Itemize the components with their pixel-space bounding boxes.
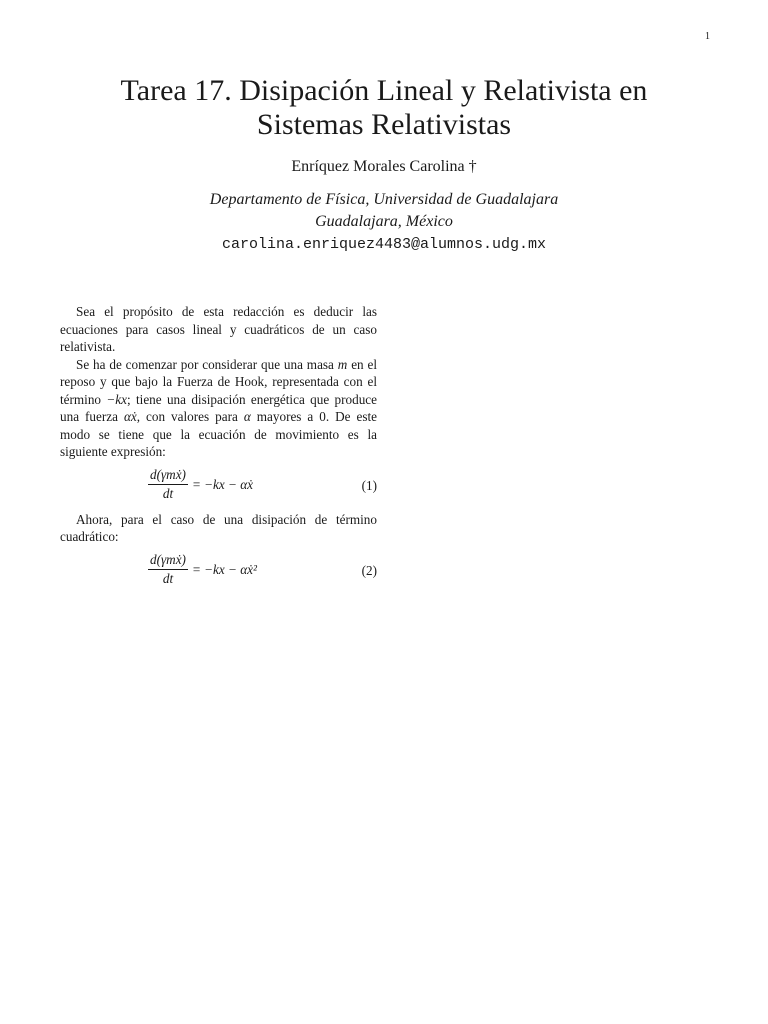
equation-2-fraction	[148, 552, 188, 587]
equation-1-number: (1)	[361, 477, 377, 493]
equation-1	[60, 465, 377, 507]
equation-2-number: (2)	[361, 562, 377, 578]
math-mass-m: m	[337, 356, 348, 372]
affiliation-department: Departamento de Física, Universidad de Guadalajara	[209, 191, 559, 208]
paragraph-intro: Sea el propósito de esta redacción es deducir las ecuaciones para casos lineal y cuadráticos de un caso relativista.	[60, 304, 377, 354]
author-name: Enríquez Morales Carolina †	[291, 158, 477, 175]
equation-1-denominator: dt	[162, 486, 174, 501]
equation-2-numerator: d(γmẋ)	[148, 552, 188, 570]
paragraph-setup	[60, 356, 377, 461]
math-hook-term: −kx	[106, 391, 127, 407]
math-dissipation-force: αẋ	[123, 409, 137, 424]
paper-title-line-2: Sistemas Relativistas	[256, 108, 512, 141]
equation-2-expression	[148, 550, 257, 590]
math-alpha: α	[243, 409, 251, 424]
equation-1-numerator: d(γmẋ)	[148, 467, 188, 485]
paragraph-setup-text-e: mayores a 0. De este modo se tiene que la ecuación de movimiento es la siguiente expresión:	[60, 409, 378, 459]
paper-title	[0, 74, 768, 142]
paragraph-setup-text-a: Se ha de comenzar por considerar que una masa	[76, 356, 334, 372]
equation-2	[60, 550, 377, 592]
equation-2-denominator: dt	[162, 571, 174, 586]
paragraph-setup-text-c: ; tiene una disipación energética que produce una fuerza	[60, 391, 377, 424]
page-number: 1	[705, 31, 710, 42]
author-email: carolina.enriquez4483@alumnos.udg.mx	[221, 236, 547, 253]
paper-title-line-1: Tarea 17. Disipación Lineal y Relativista en	[120, 74, 648, 107]
affiliation-city: Guadalajara, México	[315, 213, 453, 230]
body-column	[60, 303, 377, 596]
equation-2-rhs: = −kx − αẋ²	[191, 561, 257, 577]
paragraph-quadratic: Ahora, para el caso de una disipación de término cuadrático:	[60, 511, 377, 544]
equation-1-rhs: = −kx − αẋ	[191, 476, 254, 492]
paragraph-setup-text-d: , con valores para	[136, 409, 238, 424]
affiliation	[0, 189, 768, 233]
paragraph-setup-text-b: en el reposo y que bajo la Fuerza de Hook, representada con el término	[60, 356, 378, 407]
equation-1-fraction	[148, 467, 188, 502]
equation-1-expression	[148, 465, 253, 505]
